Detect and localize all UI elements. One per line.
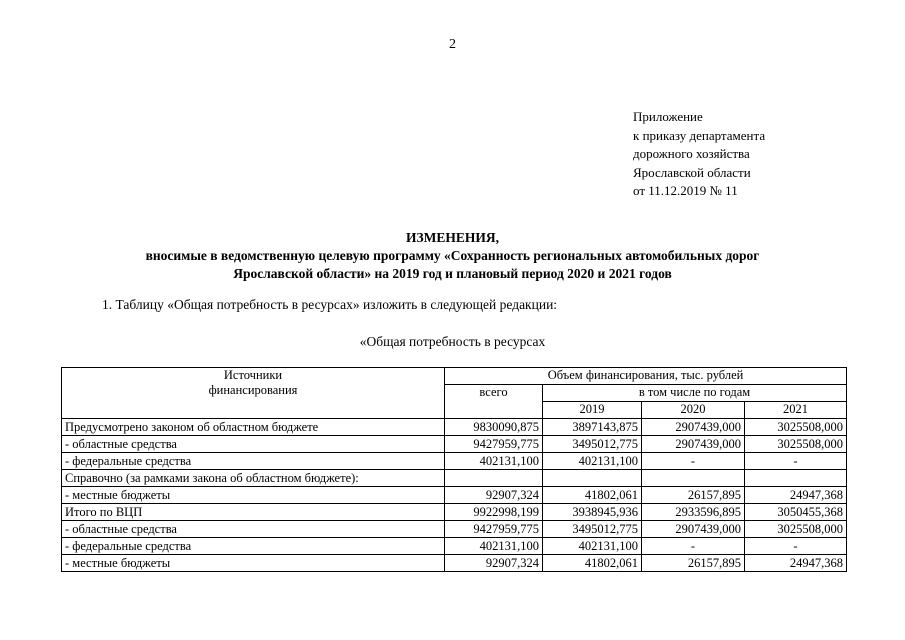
row-cell: 26157,895	[642, 555, 745, 572]
row-cell: -	[642, 453, 745, 470]
row-cell: 24947,368	[745, 487, 847, 504]
row-label: - областные средства	[62, 521, 445, 538]
row-cell: -	[745, 538, 847, 555]
row-cell: 3938945,936	[543, 504, 642, 521]
table-row	[62, 504, 847, 521]
header-year-2021: 2021	[745, 402, 847, 419]
row-cell: 9427959,775	[445, 521, 543, 538]
header-by-years: в том числе по годам	[543, 385, 847, 402]
row-cell: 402131,100	[445, 453, 543, 470]
row-cell: 2907439,000	[642, 521, 745, 538]
row-cell: 3897143,875	[543, 419, 642, 436]
row-cell: 402131,100	[543, 538, 642, 555]
page-number: 2	[449, 37, 456, 52]
row-label: Итого по ВЦП	[62, 504, 445, 521]
row-cell: 3495012,775	[543, 436, 642, 453]
title-line-2: вносимые в ведомственную целевую программу «Сохранность региональных автомобильных дорог	[145, 248, 760, 263]
appendix-block	[633, 108, 765, 201]
row-cell: 92907,324	[445, 487, 543, 504]
appendix-line: Приложение	[633, 109, 703, 124]
row-cell: 402131,100	[445, 538, 543, 555]
row-cell: 24947,368	[745, 555, 847, 572]
appendix-line: от 11.12.2019 № 11	[633, 183, 738, 198]
table-header-row	[62, 368, 847, 385]
row-cell: 92907,324	[445, 555, 543, 572]
row-cell: 9922998,199	[445, 504, 543, 521]
row-label: - федеральные средства	[62, 453, 445, 470]
header-total: всего	[445, 385, 543, 419]
table-row	[62, 555, 847, 572]
table-row	[62, 470, 847, 487]
row-label: - областные средства	[62, 436, 445, 453]
instruction-paragraph: 1. Таблицу «Общая потребность в ресурсах» изложить в следующей редакции:	[102, 297, 558, 312]
row-cell: 3025508,000	[745, 419, 847, 436]
header-year-2020: 2020	[642, 402, 745, 419]
row-cell: 2933596,895	[642, 504, 745, 521]
resources-table	[61, 367, 847, 572]
row-cell	[543, 470, 642, 487]
header-sources: Источники финансирования	[62, 368, 445, 419]
row-cell: 2907439,000	[642, 436, 745, 453]
row-cell	[445, 470, 543, 487]
row-cell	[642, 470, 745, 487]
document-title	[60, 229, 845, 283]
row-cell: 9427959,775	[445, 436, 543, 453]
row-cell: 9830090,875	[445, 419, 543, 436]
table-row	[62, 538, 847, 555]
row-cell	[745, 470, 847, 487]
row-cell: 26157,895	[642, 487, 745, 504]
row-cell: 41802,061	[543, 487, 642, 504]
row-cell: 3050455,368	[745, 504, 847, 521]
row-cell: 3025508,000	[745, 521, 847, 538]
row-cell: 3025508,000	[745, 436, 847, 453]
row-cell: 41802,061	[543, 555, 642, 572]
title-line-1: ИЗМЕНЕНИЯ,	[405, 230, 499, 245]
row-cell: 3495012,775	[543, 521, 642, 538]
header-year-2019: 2019	[543, 402, 642, 419]
table-row	[62, 453, 847, 470]
appendix-line: к приказу департамента	[633, 127, 766, 143]
row-label: Предусмотрено законом об областном бюджете	[62, 419, 445, 436]
appendix-line: дорожного хозяйства	[633, 146, 750, 161]
table-row	[62, 419, 847, 436]
row-label: - местные бюджеты	[62, 555, 445, 572]
appendix-line: Ярославской области	[633, 164, 751, 180]
table-row	[62, 521, 847, 538]
table-caption: «Общая потребность в ресурсах	[359, 334, 546, 349]
row-cell: -	[642, 538, 745, 555]
row-label: - местные бюджеты	[62, 487, 445, 504]
row-cell: -	[745, 453, 847, 470]
header-volume: Объем финансирования, тыс. рублей	[445, 368, 847, 385]
row-cell: 2907439,000	[642, 419, 745, 436]
row-label: - федеральные средства	[62, 538, 445, 555]
table-row	[62, 436, 847, 453]
table-row	[62, 487, 847, 504]
title-line-3: Ярославской области» на 2019 год и плановый период 2020 и 2021 годов	[233, 266, 672, 281]
row-label: Справочно (за рамками закона об областном бюджете):	[62, 470, 445, 487]
row-cell: 402131,100	[543, 453, 642, 470]
